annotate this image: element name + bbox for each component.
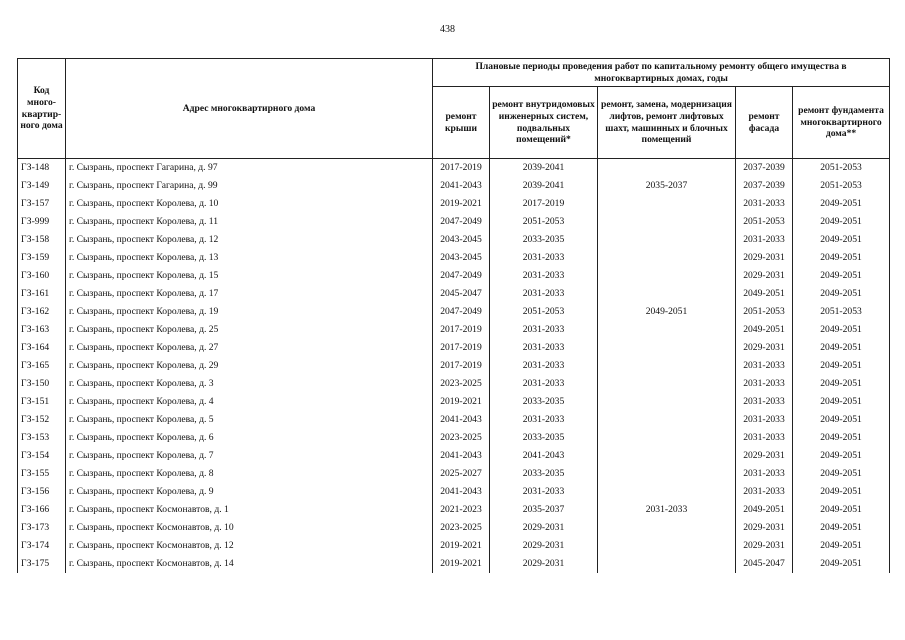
table-row: [18, 213, 890, 231]
cell-internal: 2017-2019: [490, 195, 598, 213]
cell-roof: 2023-2025: [433, 375, 490, 393]
table-row: [18, 375, 890, 393]
cell-roof: 2025-2027: [433, 465, 490, 483]
cell-internal: 2051-2053: [490, 213, 598, 231]
table-row: [18, 393, 890, 411]
cell-elevators: [598, 267, 736, 285]
header-internal-systems: ремонт внутридомовых инженерных систем, подвальных помещений*: [490, 87, 598, 159]
cell-address: г. Сызрань, проспект Космонавтов, д. 1: [66, 501, 433, 519]
cell-elevators: [598, 249, 736, 267]
cell-elevators: [598, 537, 736, 555]
cell-address: г. Сызрань, проспект Королева, д. 15: [66, 267, 433, 285]
header-periods: Плановые периоды проведения работ по капитальному ремонту общего имущества в многоквартирных домах, годы: [433, 59, 890, 87]
table-row: [18, 429, 890, 447]
table-row: [18, 231, 890, 249]
table-row: [18, 321, 890, 339]
table-row: [18, 411, 890, 429]
cell-roof: 2019-2021: [433, 195, 490, 213]
cell-facade: 2031-2033: [736, 483, 793, 501]
cell-foundation: 2049-2051: [793, 285, 890, 303]
cell-elevators: [598, 429, 736, 447]
table-row: [18, 303, 890, 321]
cell-internal: 2029-2031: [490, 537, 598, 555]
cell-address: г. Сызрань, проспект Королева, д. 3: [66, 375, 433, 393]
table-row: [18, 159, 890, 178]
cell-code: ГЗ-153: [18, 429, 66, 447]
cell-foundation: 2049-2051: [793, 393, 890, 411]
cell-address: г. Сызрань, проспект Королева, д. 7: [66, 447, 433, 465]
cell-code: ГЗ-148: [18, 159, 66, 178]
cell-roof: 2017-2019: [433, 339, 490, 357]
cell-internal: 2031-2033: [490, 357, 598, 375]
cell-internal: 2031-2033: [490, 411, 598, 429]
cell-facade: 2049-2051: [736, 285, 793, 303]
cell-internal: 2039-2041: [490, 177, 598, 195]
cell-internal: 2033-2035: [490, 465, 598, 483]
cell-address: г. Сызрань, проспект Королева, д. 11: [66, 213, 433, 231]
cell-foundation: 2049-2051: [793, 519, 890, 537]
cell-code: ГЗ-151: [18, 393, 66, 411]
cell-code: ГЗ-163: [18, 321, 66, 339]
cell-internal: 2041-2043: [490, 447, 598, 465]
cell-elevators: [598, 159, 736, 178]
cell-foundation: 2049-2051: [793, 483, 890, 501]
cell-internal: 2035-2037: [490, 501, 598, 519]
cell-foundation: 2051-2053: [793, 159, 890, 178]
cell-roof: 2041-2043: [433, 177, 490, 195]
cell-address: г. Сызрань, проспект Королева, д. 4: [66, 393, 433, 411]
cell-facade: 2029-2031: [736, 339, 793, 357]
cell-address: г. Сызрань, проспект Королева, д. 8: [66, 465, 433, 483]
table-row: [18, 483, 890, 501]
cell-roof: 2043-2045: [433, 249, 490, 267]
cell-roof: 2019-2021: [433, 555, 490, 573]
table-body: [18, 159, 890, 574]
cell-code: ГЗ-149: [18, 177, 66, 195]
cell-facade: 2051-2053: [736, 303, 793, 321]
cell-code: ГЗ-164: [18, 339, 66, 357]
table-header: [18, 59, 890, 159]
table-row: [18, 465, 890, 483]
cell-elevators: 2035-2037: [598, 177, 736, 195]
header-code: Код много-квартир-ного дома: [18, 59, 66, 159]
cell-facade: 2031-2033: [736, 393, 793, 411]
cell-roof: 2041-2043: [433, 411, 490, 429]
cell-facade: 2049-2051: [736, 501, 793, 519]
cell-elevators: 2031-2033: [598, 501, 736, 519]
cell-address: г. Сызрань, проспект Королева, д. 12: [66, 231, 433, 249]
table-row: [18, 267, 890, 285]
cell-roof: 2023-2025: [433, 519, 490, 537]
cell-foundation: 2049-2051: [793, 267, 890, 285]
header-roof: ремонт крыши: [433, 87, 490, 159]
cell-foundation: 2049-2051: [793, 375, 890, 393]
cell-roof: 2021-2023: [433, 501, 490, 519]
cell-elevators: [598, 519, 736, 537]
cell-foundation: 2049-2051: [793, 555, 890, 573]
cell-internal: 2033-2035: [490, 429, 598, 447]
cell-facade: 2029-2031: [736, 519, 793, 537]
table-row: [18, 249, 890, 267]
cell-elevators: [598, 231, 736, 249]
cell-elevators: [598, 321, 736, 339]
cell-foundation: 2049-2051: [793, 195, 890, 213]
cell-code: ГЗ-165: [18, 357, 66, 375]
cell-code: ГЗ-158: [18, 231, 66, 249]
cell-roof: 2043-2045: [433, 231, 490, 249]
cell-address: г. Сызрань, проспект Королева, д. 19: [66, 303, 433, 321]
cell-address: г. Сызрань, проспект Гагарина, д. 97: [66, 159, 433, 178]
cell-internal: 2051-2053: [490, 303, 598, 321]
cell-code: ГЗ-157: [18, 195, 66, 213]
cell-foundation: 2049-2051: [793, 447, 890, 465]
cell-roof: 2047-2049: [433, 267, 490, 285]
cell-elevators: [598, 465, 736, 483]
cell-foundation: 2049-2051: [793, 501, 890, 519]
cell-code: ГЗ-150: [18, 375, 66, 393]
cell-address: г. Сызрань, проспект Королева, д. 9: [66, 483, 433, 501]
cell-facade: 2037-2039: [736, 159, 793, 178]
cell-internal: 2031-2033: [490, 321, 598, 339]
cell-internal: 2031-2033: [490, 285, 598, 303]
cell-foundation: 2049-2051: [793, 249, 890, 267]
cell-code: ГЗ-154: [18, 447, 66, 465]
cell-roof: 2017-2019: [433, 357, 490, 375]
cell-foundation: 2049-2051: [793, 465, 890, 483]
cell-roof: 2047-2049: [433, 213, 490, 231]
cell-foundation: 2049-2051: [793, 537, 890, 555]
cell-roof: 2019-2021: [433, 537, 490, 555]
cell-elevators: [598, 555, 736, 573]
cell-internal: 2031-2033: [490, 375, 598, 393]
cell-roof: 2017-2019: [433, 321, 490, 339]
header-foundation: ремонт фундамента многоквартирного дома**: [793, 87, 890, 159]
cell-code: ГЗ-175: [18, 555, 66, 573]
table-row: [18, 357, 890, 375]
cell-roof: 2041-2043: [433, 483, 490, 501]
cell-code: ГЗ-161: [18, 285, 66, 303]
cell-facade: 2029-2031: [736, 267, 793, 285]
cell-facade: 2031-2033: [736, 429, 793, 447]
cell-roof: 2023-2025: [433, 429, 490, 447]
cell-elevators: [598, 339, 736, 357]
cell-facade: 2051-2053: [736, 213, 793, 231]
cell-foundation: 2049-2051: [793, 411, 890, 429]
cell-internal: 2031-2033: [490, 483, 598, 501]
cell-foundation: 2051-2053: [793, 303, 890, 321]
cell-address: г. Сызрань, проспект Космонавтов, д. 10: [66, 519, 433, 537]
cell-code: ГЗ-152: [18, 411, 66, 429]
table-row: [18, 339, 890, 357]
cell-address: г. Сызрань, проспект Гагарина, д. 99: [66, 177, 433, 195]
cell-foundation: 2051-2053: [793, 177, 890, 195]
cell-elevators: [598, 285, 736, 303]
cell-code: ГЗ-174: [18, 537, 66, 555]
cell-internal: 2031-2033: [490, 249, 598, 267]
header-address: Адрес многоквартирного дома: [66, 59, 433, 159]
table-row: [18, 195, 890, 213]
cell-internal: 2033-2035: [490, 393, 598, 411]
cell-elevators: [598, 483, 736, 501]
table-row: [18, 501, 890, 519]
cell-elevators: [598, 213, 736, 231]
cell-roof: 2047-2049: [433, 303, 490, 321]
cell-address: г. Сызрань, проспект Королева, д. 6: [66, 429, 433, 447]
cell-code: ГЗ-999: [18, 213, 66, 231]
cell-internal: 2039-2041: [490, 159, 598, 178]
cell-code: ГЗ-159: [18, 249, 66, 267]
cell-roof: 2045-2047: [433, 285, 490, 303]
cell-code: ГЗ-155: [18, 465, 66, 483]
cell-foundation: 2049-2051: [793, 231, 890, 249]
cell-roof: 2019-2021: [433, 393, 490, 411]
cell-facade: 2031-2033: [736, 465, 793, 483]
cell-facade: 2029-2031: [736, 537, 793, 555]
table-row: [18, 177, 890, 195]
cell-internal: 2031-2033: [490, 267, 598, 285]
cell-foundation: 2049-2051: [793, 429, 890, 447]
cell-facade: 2031-2033: [736, 195, 793, 213]
cell-facade: 2045-2047: [736, 555, 793, 573]
cell-facade: 2031-2033: [736, 411, 793, 429]
cell-address: г. Сызрань, проспект Королева, д. 13: [66, 249, 433, 267]
cell-roof: 2041-2043: [433, 447, 490, 465]
cell-foundation: 2049-2051: [793, 357, 890, 375]
cell-foundation: 2049-2051: [793, 339, 890, 357]
cell-elevators: 2049-2051: [598, 303, 736, 321]
cell-facade: 2031-2033: [736, 357, 793, 375]
cell-elevators: [598, 357, 736, 375]
cell-internal: 2029-2031: [490, 555, 598, 573]
cell-elevators: [598, 393, 736, 411]
cell-elevators: [598, 411, 736, 429]
cell-internal: 2029-2031: [490, 519, 598, 537]
page-number: 438: [440, 24, 455, 35]
cell-address: г. Сызрань, проспект Королева, д. 17: [66, 285, 433, 303]
cell-internal: 2033-2035: [490, 231, 598, 249]
cell-address: г. Сызрань, проспект Космонавтов, д. 14: [66, 555, 433, 573]
cell-address: г. Сызрань, проспект Космонавтов, д. 12: [66, 537, 433, 555]
cell-elevators: [598, 195, 736, 213]
capital-repair-schedule-table: [17, 58, 890, 573]
table-row: [18, 555, 890, 573]
cell-facade: 2031-2033: [736, 375, 793, 393]
table-row: [18, 447, 890, 465]
cell-elevators: [598, 447, 736, 465]
cell-code: ГЗ-156: [18, 483, 66, 501]
cell-facade: 2037-2039: [736, 177, 793, 195]
cell-code: ГЗ-162: [18, 303, 66, 321]
cell-facade: 2031-2033: [736, 231, 793, 249]
cell-address: г. Сызрань, проспект Королева, д. 25: [66, 321, 433, 339]
cell-code: ГЗ-166: [18, 501, 66, 519]
cell-foundation: 2049-2051: [793, 213, 890, 231]
header-elevators: ремонт, замена, модернизация лифтов, ремонт лифтовых шахт, машинных и блочных помещений: [598, 87, 736, 159]
cell-address: г. Сызрань, проспект Королева, д. 5: [66, 411, 433, 429]
cell-facade: 2029-2031: [736, 447, 793, 465]
cell-address: г. Сызрань, проспект Королева, д. 10: [66, 195, 433, 213]
table-row: [18, 537, 890, 555]
cell-internal: 2031-2033: [490, 339, 598, 357]
cell-code: ГЗ-160: [18, 267, 66, 285]
cell-facade: 2049-2051: [736, 321, 793, 339]
cell-code: ГЗ-173: [18, 519, 66, 537]
cell-address: г. Сызрань, проспект Королева, д. 27: [66, 339, 433, 357]
cell-elevators: [598, 375, 736, 393]
cell-address: г. Сызрань, проспект Королева, д. 29: [66, 357, 433, 375]
table-row: [18, 519, 890, 537]
cell-foundation: 2049-2051: [793, 321, 890, 339]
header-facade: ремонт фасада: [736, 87, 793, 159]
table-row: [18, 285, 890, 303]
cell-facade: 2029-2031: [736, 249, 793, 267]
cell-roof: 2017-2019: [433, 159, 490, 178]
